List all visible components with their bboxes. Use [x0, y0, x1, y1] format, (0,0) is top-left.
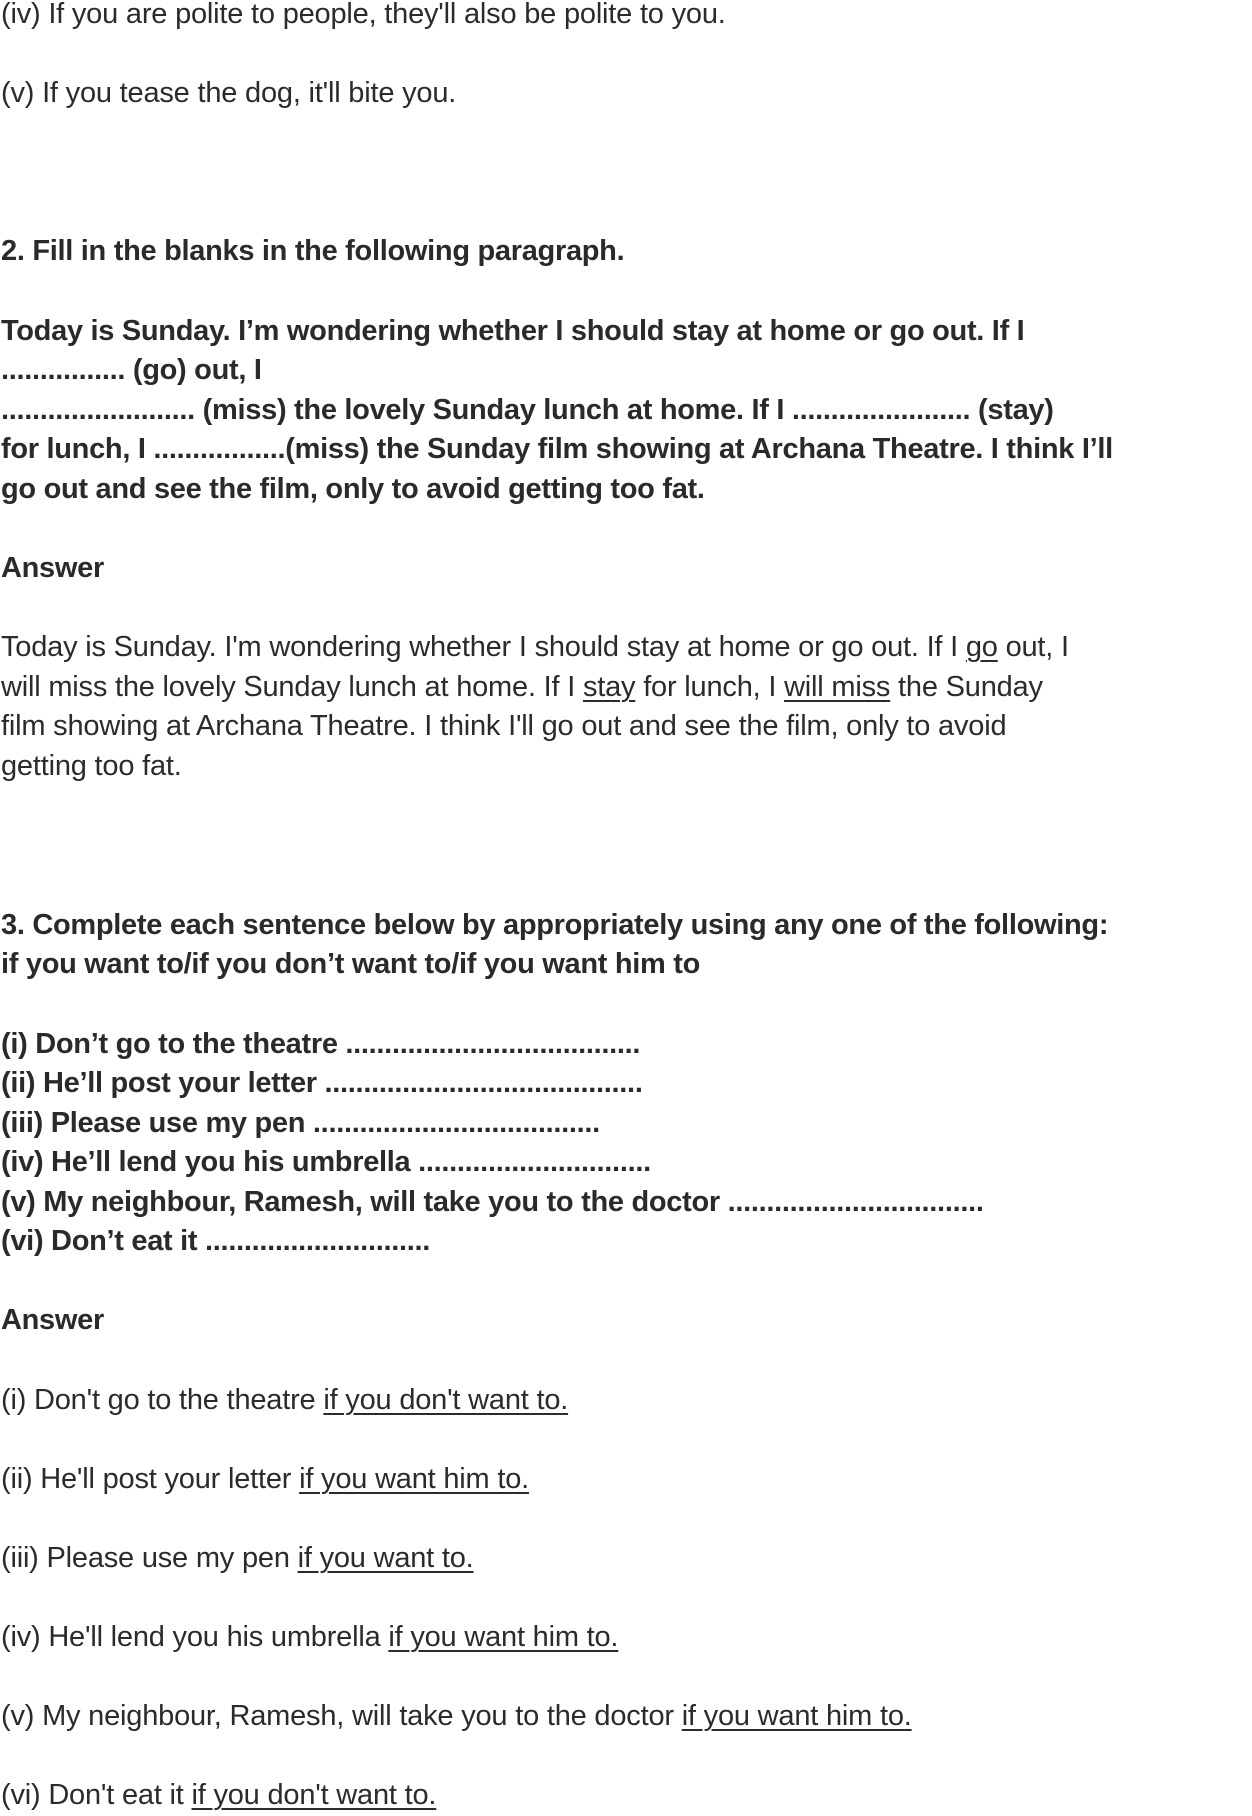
question-2-para-line-4: for lunch, I .................(miss) the Sunday film showing at Archana Theatre. I think I’ll	[1, 433, 1113, 465]
question-3-answer-vi: (vi) Don't eat it if you don't want to.	[1, 1779, 437, 1811]
question-3-heading-line-1: 3. Complete each sentence below by appropriately using any one of the following:	[1, 909, 1109, 941]
question-2-para-line-1: Today is Sunday. I’m wondering whether I should stay at home or go out. If I	[1, 315, 1025, 347]
answer-fill: if you don't want to.	[191, 1779, 437, 1811]
question-3-answer-iv: (iv) He'll lend you his umbrella if you want him to.	[1, 1621, 619, 1653]
answer-fill: if you want him to.	[388, 1621, 619, 1653]
question-3-item-v: (v) My neighbour, Ramesh, will take you to the doctor .................................	[1, 1186, 984, 1218]
question-2-para-line-2: ................ (go) out, I	[1, 354, 262, 386]
question-2-answer-line-4: getting too fat.	[1, 750, 182, 782]
answer-fill: if you don't want to.	[323, 1384, 569, 1416]
question-3-answer-label: Answer	[1, 1304, 104, 1336]
question-3-item-vi: (vi) Don’t eat it .............................	[1, 1225, 431, 1257]
answer-fill: if you want him to.	[681, 1700, 912, 1732]
question-3-item-ii: (ii) He’ll post your letter .........................................	[1, 1067, 643, 1099]
question-3-item-i: (i) Don’t go to the theatre ......................................	[1, 1028, 641, 1060]
question-2-para-line-5: go out and see the film, only to avoid getting too fat.	[1, 473, 705, 505]
answer-fill: if you want him to.	[299, 1463, 530, 1495]
question-3-answer-iii: (iii) Please use my pen if you want to.	[1, 1542, 474, 1574]
question-3-answer-v: (v) My neighbour, Ramesh, will take you to the doctor if you want him to.	[1, 1700, 912, 1732]
answer-fill: go	[965, 631, 998, 663]
question-2-answer-label: Answer	[1, 552, 104, 584]
question-2-answer-line-1: Today is Sunday. I'm wondering whether I should stay at home or go out. If I go out, I	[1, 631, 1069, 663]
answer-v-previous: (v) If you tease the dog, it'll bite you.	[1, 77, 457, 109]
question-3-heading-line-2: if you want to/if you don’t want to/if you want him to	[1, 948, 701, 980]
question-3-item-iii: (iii) Please use my pen .....................................	[1, 1107, 600, 1139]
question-3-answer-i: (i) Don't go to the theatre if you don't want to.	[1, 1384, 569, 1416]
answer-iv-previous: (iv) If you are polite to people, they'll also be polite to you.	[1, 0, 726, 30]
answer-fill: if you want to.	[297, 1542, 474, 1574]
question-2-answer-line-3: film showing at Archana Theatre. I think I'll go out and see the film, only to avoid	[1, 710, 1007, 742]
question-2-answer-line-2: will miss the lovely Sunday lunch at home. If I stay for lunch, I will miss the Sunday	[1, 671, 1043, 703]
answer-fill: will miss	[784, 671, 891, 703]
question-2-para-line-3: ......................... (miss) the lovely Sunday lunch at home. If I ....................... (stay)	[1, 394, 1054, 426]
answer-fill: stay	[582, 671, 636, 703]
question-2-heading: 2. Fill in the blanks in the following paragraph.	[1, 235, 625, 267]
question-3-answer-ii: (ii) He'll post your letter if you want him to.	[1, 1463, 530, 1495]
question-3-item-iv: (iv) He’ll lend you his umbrella ..............................	[1, 1146, 651, 1178]
